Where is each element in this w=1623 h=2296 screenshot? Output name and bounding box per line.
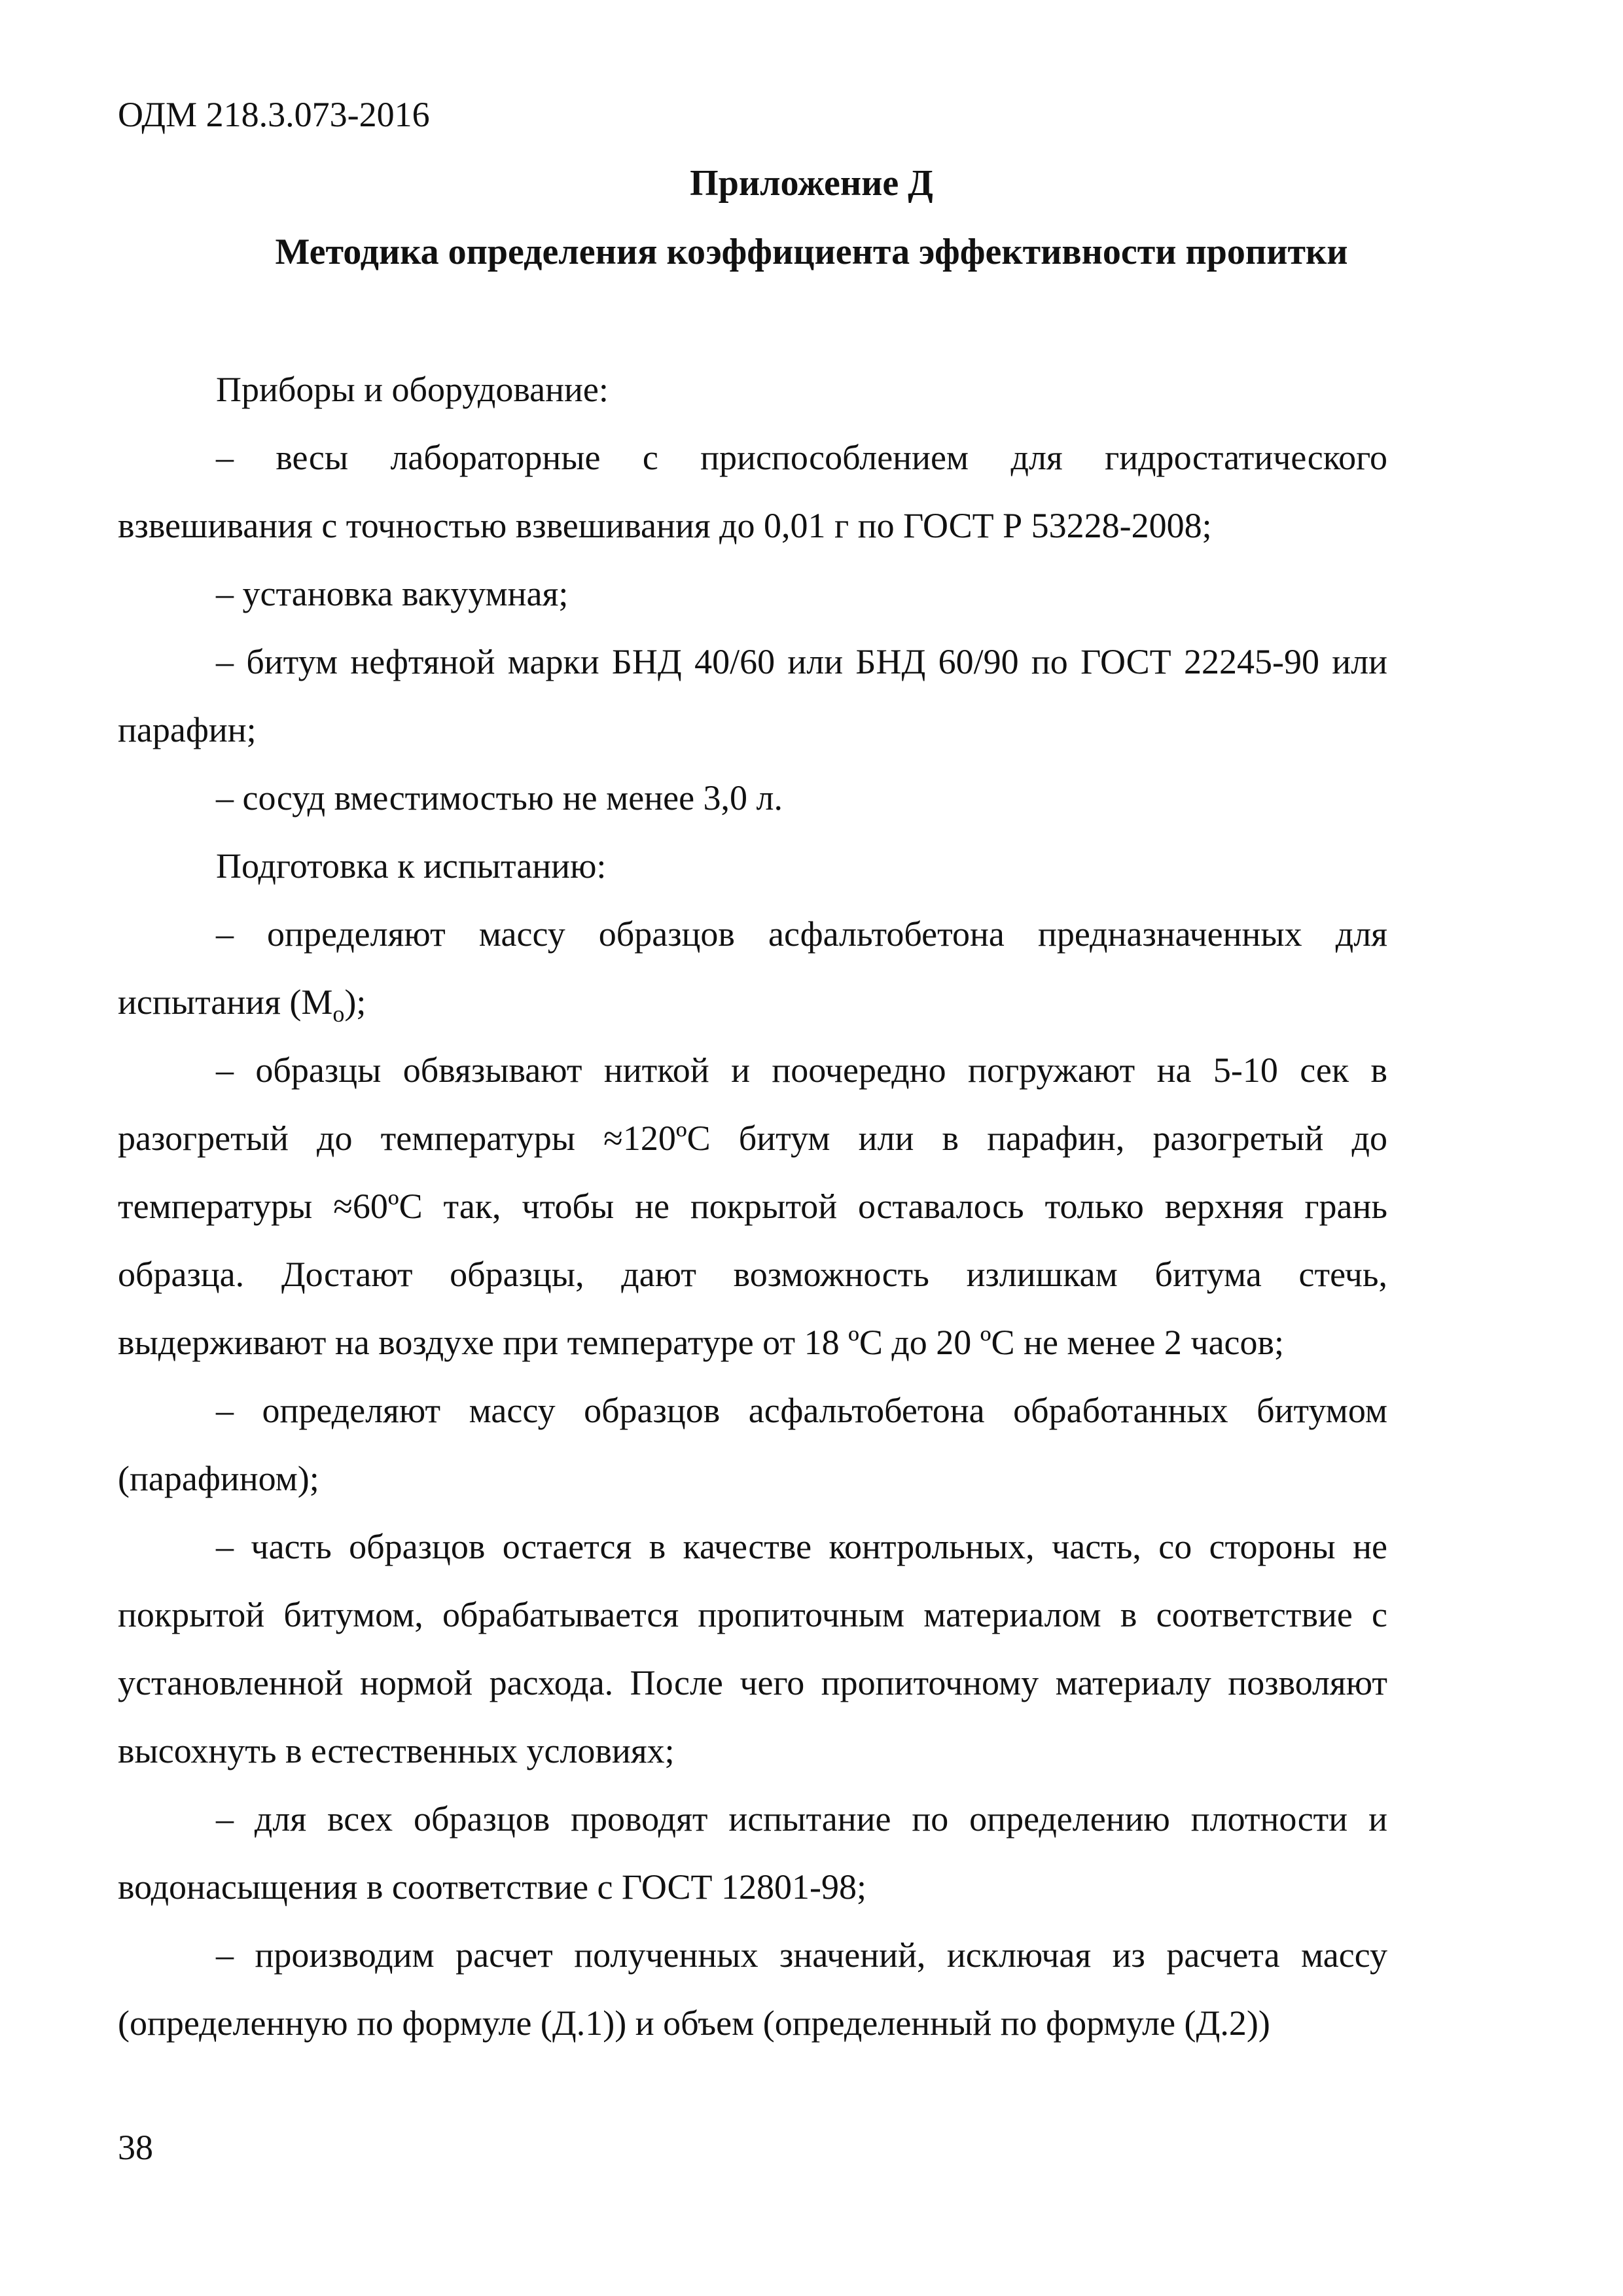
equipment-item-bitumen: – битум нефтяной марки БНД 40/60 или БНД 60/90 по ГОСТ 22245-90 или парафин; bbox=[118, 642, 1387, 749]
document-body bbox=[118, 355, 1387, 2057]
appendix-title: Приложение Д bbox=[690, 163, 933, 204]
equipment-item-vacuum: – установка вакуумная; bbox=[216, 574, 569, 613]
preparation-step-mass-text: – определяют массу образцов асфальтобетона предназначенных для испытания (M bbox=[118, 914, 1387, 1022]
mass-subscript: o bbox=[332, 1000, 345, 1027]
preparation-step-calculation: – производим расчет полученных значений, исключая из расчета массу (определенную по формуле (Д.1)) и объем (определенный по формуле (Д.2)) bbox=[118, 1935, 1387, 2043]
equipment-heading: Приборы и оборудование: bbox=[216, 370, 609, 409]
preparation-step-mass-end: ); bbox=[344, 982, 366, 1022]
method-title: Методика определения коэффициента эффективности пропитки bbox=[275, 232, 1348, 272]
preparation-step-impregnation: – часть образцов остается в качестве контрольных, часть, со стороны не покрытой битумом, обрабатывается пропиточным материалом в соответствие с установленной нормой расхода. После чего пропиточному материалу позволяют высохнуть в естественных условиях; bbox=[118, 1527, 1387, 1770]
preparation-step-coating: – образцы обвязывают ниткой и поочередно погружают на 5-10 сек в разогретый до температуры ≈120ºC битум или в парафин, разогретый до температуры ≈60ºC так, чтобы не покрытой оставалось только верхняя грань образца. Достают образцы, дают возможность излишкам битума стечь, выдерживают на воздухе при температуре от 18 ºC до 20 ºC не менее 2 часов; bbox=[118, 1050, 1387, 1362]
preparation-heading: Подготовка к испытанию: bbox=[216, 846, 607, 886]
equipment-item-scales: – весы лабораторные с приспособлением для гидростатического взвешивания с точностью взвешивания до 0,01 г по ГОСТ Р 53228-2008; bbox=[118, 438, 1387, 545]
preparation-step-testing: – для всех образцов проводят испытание по определению плотности и водонасыщения в соответствие с ГОСТ 12801-98; bbox=[118, 1799, 1387, 1907]
preparation-step-coated-mass: – определяют массу образцов асфальтобетона обработанных битумом (парафином); bbox=[118, 1391, 1387, 1498]
document-code: ОДМ 218.3.073-2016 bbox=[118, 95, 430, 134]
equipment-item-vessel: – сосуд вместимостью не менее 3,0 л. bbox=[216, 778, 783, 817]
preparation-step-mass bbox=[118, 900, 1387, 1036]
page-number: 38 bbox=[118, 2128, 153, 2167]
